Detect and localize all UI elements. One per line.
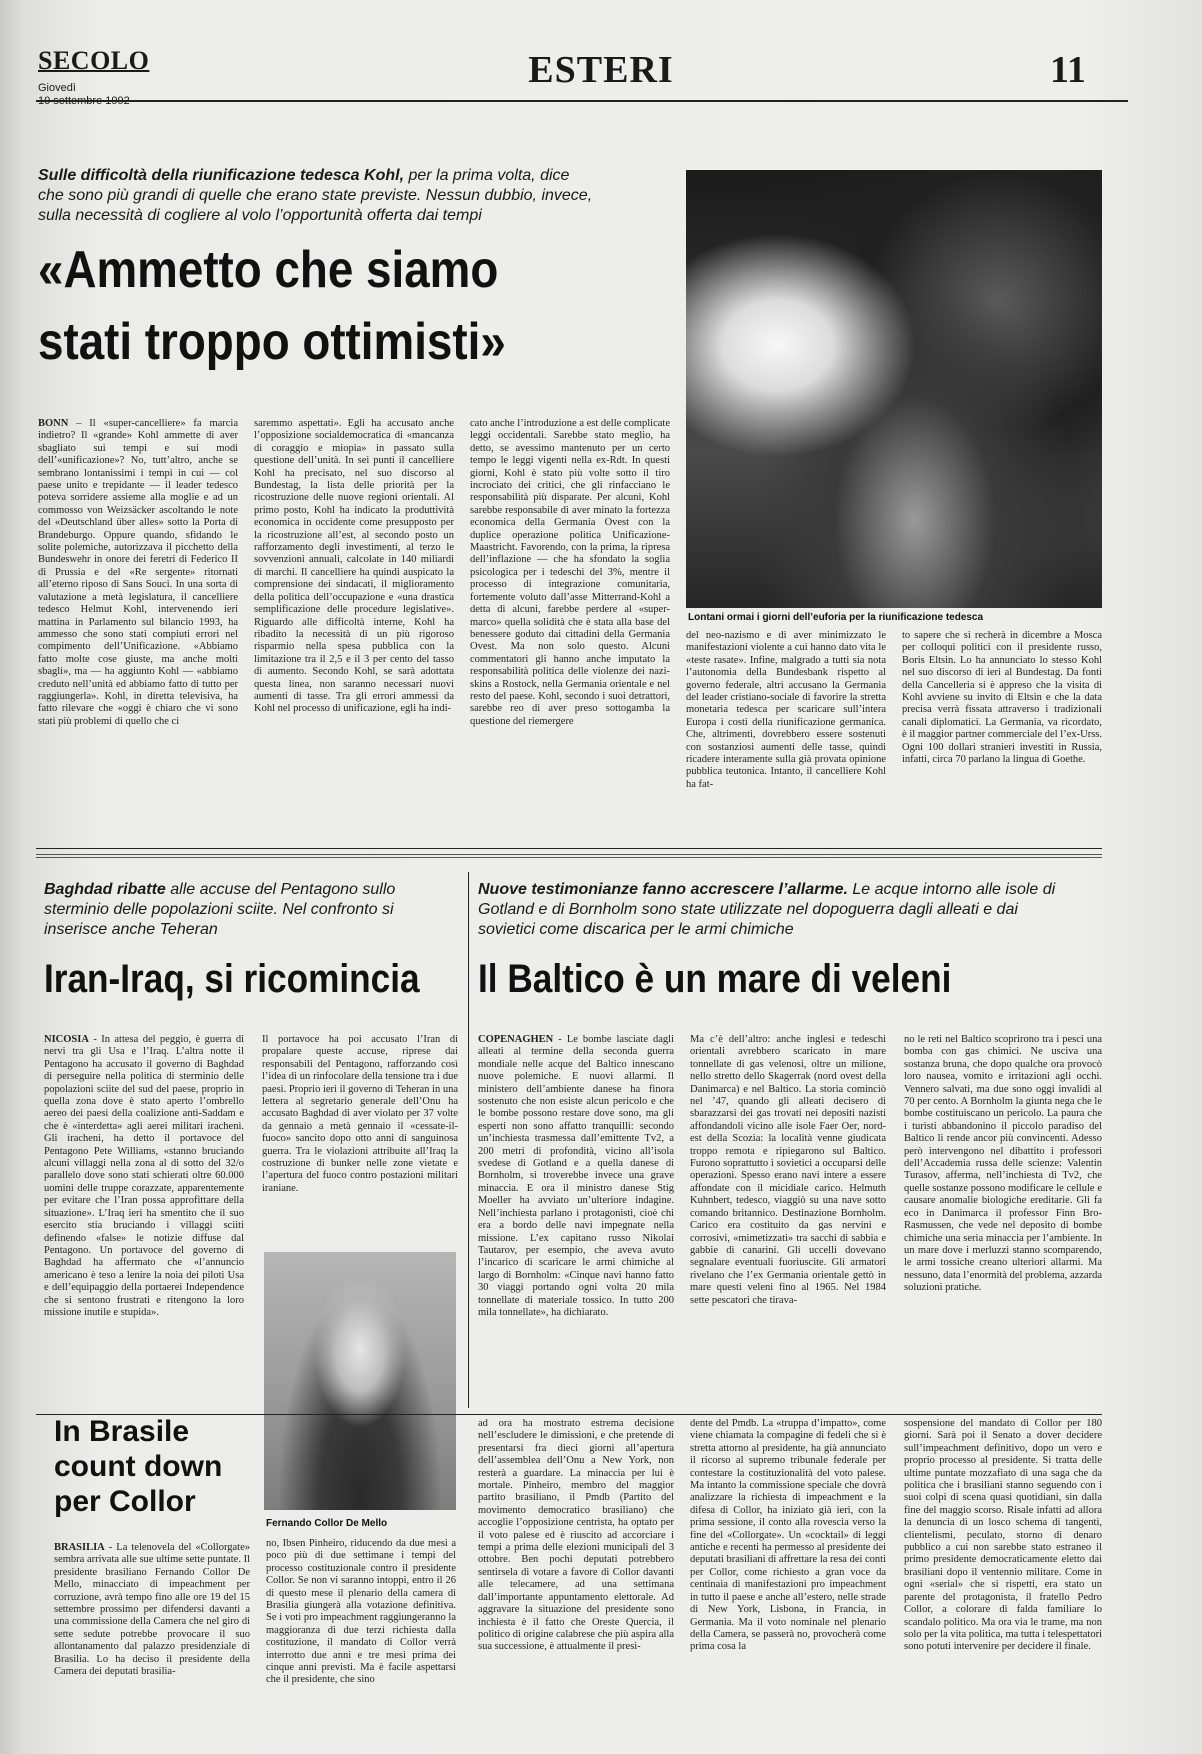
baltic-headline: Il Baltico è un mare di veleni <box>478 957 952 1001</box>
kohl-column-5: to sapere che si recherà in dicembre a Mosca per colloqui politici con il presidente russo, Boris Eltsin. Lo ha annunciato lo stesso Kohl nel suo discorso di ieri al Bundestag. Da fonti della Cancelleria si è appreso che la visita di Kohl avviene su invito di Eltsin e che la data precisa verrà fissata attraverso i tradizionali canali diplomatici. La Germania, va ricordato, è il maggior partner commerciale del l’ex-Urss. Ogni 100 dollari stranieri investiti in Russia, infatti, circa 70 parlano la lingua di Goethe. <box>902 630 1102 766</box>
collor-column-5: sospensione del mandato di Collor per 180 giorni. Sarà poi il Senato a dover decidere sull’impeachment definitivo, dopo un vero e proprio processo al presidente. Si tratta delle ultime puntate mozzafiato di una saga che da politica che i brasiliani stanno seguendo con i suoi colpi di scena quasi quotidiani, sin dalla fine del maggio scorso. Risale infatti ad allora la denuncia di un losco schema di tangenti, clientelismi, peculato, storno di denaro pubblico a cui non sarebbe stato estraneo il primo presidente democraticamente eletto dai brasiliani dopo il ventennio militare. Come in ogni «serial» che si rispetti, era stato un parente del protagonista, il fratello Pedro Collor, a colorare di falda familiare lo scandalo politico. Ma ora via le trame, ma non solo per la vita politica, ma tutta i telespettatori sono potuti intervenire per decidere il finale. <box>904 1418 1102 1653</box>
iraq-headline: Iran-Iraq, si ricomincia <box>44 957 420 1001</box>
iraq-column-2: Il portavoce ha poi accusato l’Iran di propalare queste accuse, riprese dai responsabili del Pentagono, rafforzando così l’idea di un rinfocolare della tensione tra i due paesi. Proprio ieri il governo di Teheran in una lettera al segretario generale dell’Onu ha accusato Baghdad di aver violato per 37 volte da gennaio a metà gennaio il «cessate-il-fuoco» sancito dopo otto anni di sanguinosa guerra. Tra le violazioni attribuite all’Iraq la costruzione di bunker nelle zone vietate e l’apertura del fuoco contro postazioni militari iraniane. <box>262 1034 458 1194</box>
collor-photo-caption: Fernando Collor De Mello <box>266 1518 388 1529</box>
masthead-rule <box>36 100 1128 102</box>
kohl-column-3: cato anche l’introduzione a est delle complicate leggi occidentali. Sarebbe stato meglio, ha detto, se avessimo mantenuto per un certo tempo le leggi vigenti nella ex-Rdt. In questi giorni, Kohl è stato più volte sotto il tiro incrociato dei critici, che gli rinfacciano le responsabilità più disparate. Per alcuni, Kohl sarebbe responsabile di aver minato la fortezza economica della Germania Ovest con la duplice operazione politica Unificazione-Maastricht. Favorendo, con la prima, la ripresa dell’inflazione — che ha sfondato la soglia psicologica per i tedeschi del 3%, mentre il processo di integrazione comunitaria, fortemente voluto dall’asse Mitterrand-Kohl a detta di alcuni, farebbe perdere al «super-marco» quella solidità che è stata alla base del benessere goduto dai cittadini della Germania Ovest. Ma non solo questo. Alcuni commentatori gli hanno anche imputato la responsabilità politica delle violenze dei nazi-skins a Rostock, nella Germania orientale e nel resto del paese. Kohl, secondo i suoi detrattori, sarebbe reo di aver preso sottogamba la questione del riemergere <box>470 418 670 727</box>
collor-column-4: dente del Pmdb. La «truppa d’impatto», come viene chiamata la compagine di fedeli che si è stretta attorno al presidente, ha già annunciato il ricorso al supremo tribunale federale per contestare la costituzionalità del voto palese. Ma intanto la commissione speciale che dovrà analizzare la richiesta di impeachment e la difesa di Collor, ha iniziato già ieri, con la prima sessione, il conto alla rovescia verso la fine del «Collorgate». Un «cocktail» di leggi antiche e recenti ha permesso al presidente dei deputati brasiliani di affrettare la resa dei conti per Collor, come richiesto a gran voce da centinaia di manifestazioni pro impeachment in tutto il paese e anche all’estero, nelle strade di New York, Lisbona, in Francia, in Germania. Ma il voto nominale nel plenario della Camera, se passerà no, provocherà come prima cosa la <box>690 1418 886 1653</box>
issue-day: Giovedì <box>38 82 76 94</box>
collor-portrait-photo <box>264 1252 456 1510</box>
section-rule <box>36 848 1102 849</box>
collor-column-1: BRASILIA - La telenovela del «Collorgate» sembra arrivata alle sue ultime sette puntate. Il presidente brasiliano Fernando Collor De Mello, minacciato di impeachment per corruzione, avrà tempo fino alle ore 19 del 15 settembre prossimo per difendersi davanti a una commissione della Camera che nel giro di sette sedute potrebbe provocare il suo allontanamento dal palazzo presidenziale di Brasilia. Lo ha deciso il presidente della Camera dei deputati brasilia- <box>54 1542 250 1678</box>
collor-headline-line3: per Collor <box>54 1485 196 1518</box>
section-double-rule <box>36 852 1102 858</box>
page-number: 11 <box>1050 49 1086 91</box>
baltic-column-3: no le reti nel Baltico scoprirono tra i pesci una bomba con gas chimici. Ne usciva una sostanza bruna, che dopo qualche ora provocò loro nausea, vomito e irritazioni agli occhi. Vennero salvati, ma due sono oggi invalidi al 70 per cento. A Bornholm la giunta nega che le bombe costituiscano un pericolo. La paura che i turisti abbandonino il piccolo paradiso del Baltico li rende ancor più convincenti. Adesso però intervengono nel dibattito i professori dell’Accademia russa delle scienze: Valentin Turasov, afferma, nell’inchiesta di Tv2, che quelle sostanze possono modificare le cellule e causare anomalie biologiche ereditarie. Gli fa eco in Danimarca il professor Finn Bro-Rasmussen, che vede nel deposito di bombe chimiche una seria minaccia per l’ambiente. In un mare dove i merluzzi stanno scomparendo, le armi tossiche creano ulteriori allarmi. Ma nessuno, data l’enormità del problema, azzarda soluzioni pratiche. <box>904 1034 1102 1294</box>
baltic-column-2: Ma c’è dell’altro: anche inglesi e tedeschi orientali avrebbero scaricato in mare tonnellate di gas velenosi, oltre un milione, nello stretto dello Skagerrak (nord ovest della Danimarca) e nel Baltico. La storia cominciò nel ’47, quando gli alleati decisero di sbarazzarsi dei gas trovati nei depositi nazisti affondandoli vicino alle isole Faer Oer, nord-est della Scozia: la località venne giudicata troppo remota e ripiegarono sul Baltico. Furono soprattutto i sovietici a occuparsi delle operazioni. Spesso erano navi intere a essere affondate con il micidiale carico. Helmuth Kuhnbert, tedesco, viaggiò su una nave sotto comando britannico. Destinazione Bornholm. Carico era costituito da gas nervini e corrosivi, «mimetizzati» tra sacchi di sabbia e gabbie di canarini. Gli uccelli dovevano segnalare eventuali fuoriuscite. Gli armatori rivelano che l’ex Germania orientale gettò in mare questi veleni fino al 1965. Nel 1984 sette pescatori che tirava- <box>690 1034 886 1306</box>
kohl-kicker: Sulle difficoltà della riunificazione tedesca Kohl, per la prima volta, dice che sono più grandi di quelle che erano state previste. Nessun dubbio, invece, sulla necessità di cogliere al volo l’opportunità offerta dai tempi <box>38 167 593 224</box>
column-divider <box>468 872 469 1408</box>
kohl-column-1: BONN – Il «super-cancelliere» fa marcia indietro? Il «grande» Kohl ammette di aver sbagliato sui tempi e sui modi dell’«unificazione»? No, tutt’altro, anche se sembrano lontanissimi i tempi in cui — col paese unito e trepidante — il leader tedesco poteva sorridere assieme alla moglie e ad un commosso von Weizsäcker ascoltando le note del «Deutschland über alles» sotto la Porta di Brandeburgo. Oppure quando, sfidando le solite polemiche, autorizzava il picchetto della Bundeswehr in onore dei feretri di Federico II di Prussia e del «Re sergente» ritornati all’eterno riposo di Sans Souci. In una sorta di valutazione a metà legislatura, il cancelliere tedesco Helmut Kohl, intervenendo ieri mattina in Parlamento sul bilancio 1993, ha ammesso che sono stati compiuti errori nel compimento dell’Unificazione. «Abbiamo fatto molte cose giuste, ma anche molti sbagli», ma — ha aggiunto Kohl — «abbiamo creduto nell’unità ed abbiamo fatto di tutto per raggiungerla». Kohl, in diretta televisiva, ha fatto rilevare che «oggi è chiaro che vi sono stati più problemi di quello che ci <box>38 418 238 727</box>
collor-column-2: no, Ibsen Pinheiro, riducendo da due mesi a poco più di due settimane i tempi del processo costituzionale contro il presidente Collor. Se non vi saranno intoppi, entro il 26 di questo mese il plenario della camera di Brasilia giungerà alla votazione definitiva. Se i voti pro impeachment raggiungeranno la maggioranza di due terzi richiesta dalla costituzione, il mandato di Collor verrà interrotto due anni e tre mesi prima dei cinque anni previsti. Ma è facile aspettarsi che il presidente, che sino <box>266 1538 456 1686</box>
collor-headline-line1: In Brasile <box>54 1415 190 1448</box>
baltic-column-1: COPENAGHEN - Le bombe lasciate dagli alleati al termine della seconda guerra mondiale nelle acque del Baltico innescano nuove polemiche. E nuovi allarmi. Il ministero dell’ambiente danese ha finora sostenuto che non esiste alcun pericolo e che le bombe possono restare dove sono, ma gli esperti non sono affatto tranquilli: secondo un’inchiesta trasmessa dall’emittente Tv2, a 200 metri di profondità, vicino all’isola svedese di Gotland e a quella danese di Bornholm, si troverebbe invece una grave minaccia. E ora il ministro danese Stig Moeller ha avviato un’ulteriore indagine. Nell’inchiesta parlano i protagonisti, cioè chi era a bordo delle navi impegnate nella missione. L’ex capitano russo Nikolai Tautarov, per esempio, che aveva avuto l’incarico di scaricare le armi chimiche al largo di Bornholm: «Cinque navi hanno fatto 30 viaggi portando ogni volta 20 mila tonnellate di materiale tossico. In tutto 200 mila tonnellate», ha dichiarato. <box>478 1034 674 1318</box>
kohl-column-4: del neo-nazismo e di aver minimizzato le manifestazioni violente a cui hanno dato vita le «teste rasate». Infine, malgrado a tutti sia nota l’autonomia della Bundesbank rispetto al governo federale, altri accusano la Germania del leader cristiano-sociale di favorire la stretta monetaria tedesca per scaricare sull’intera Europa i costi della riunificazione germanica. Che, altrimenti, dovrebbero essere sostenuti con sostanziosi aumenti delle tasse, quindi ricadere interamente sulla già provata opinione pubblica teutonica. Intanto, il cancelliere Kohl ha fat- <box>686 630 886 790</box>
brandenburg-gate-photo <box>686 170 1102 608</box>
kohl-photo-caption: Lontani ormai i giorni dell’euforia per la riunificazione tedesca <box>688 612 984 623</box>
kohl-headline-line2: stati troppo ottimisti» <box>38 313 506 371</box>
iraq-column-1: NICOSIA - In attesa del peggio, è guerra di nervi tra gli Usa e l’Iraq. L’altra notte il Pentagono ha accusato il governo di Baghdad di perseguire nella politica di sterminio delle popolazioni sciite del sud del paese, proprio in quella zona dove è stato aperto l’ombrello aereo dei paesi della coalizione anti-Saddam e che è «interdetta» agli aerei militari iracheni. Gli iracheni, ha detto il portavoce del Pentagono Pete Williams, «stanno bruciando alcuni villaggi nella zona al di sotto del 32/o parallelo dove sono stati schierati oltre 60.000 uomini delle truppe corazzate, apparentemente per evitare che l’Iran possa approfittare della situazione». L’Iraq ieri ha smentito che il suo esercito stia bruciando i villaggi sciiti definendo «false» le notizie diffuse dal Pentagono. Un portavoce del governo di Baghdad ha affermato che «l’annuncio americano è teso a lenire la noia dei piloti Usa e dell’equipaggio della portaerei Independence che si sentono frustrati e ritengono la loro missione inutile e stupida». <box>44 1034 244 1318</box>
collor-column-3: ad ora ha mostrato estrema decisione nell’escludere le dimissioni, e che pretende di presentarsi fra dieci giorni all’apertura dell’assemblea dell’Onu a New York, non resterà a guardare. La minaccia per lui è mortale. Pinheiro, membro del maggior partito brasiliano, il Pmdb (Partito del movimento democratico brasiliano) che accoglie l’opposizione centrista, ha optato per il voto palese ed è riuscito ad accorciare i tempi a prima delle elezioni municipali del 3 ottobre. Ben pochi deputati potrebbero sentirsela di votare a favore di Collor davanti alle telecamere, ad una settimana dall’importante appuntamento elettorale. Ad aggravare la situazione del presidente sono inchiesta è il fatto che Oreste Quercia, il politico di origine calabrese che più aspira alla sua successione, è attualmente il presi- <box>478 1418 674 1653</box>
kohl-headline-line1: «Ammetto che siamo <box>38 241 499 299</box>
collor-headline-line2: count down <box>54 1450 223 1483</box>
collor-headline <box>54 1414 222 1519</box>
iraq-kicker: Baghdad ribatte alle accuse del Pentagono sullo sterminio delle popolazioni sciite. Nel confronto si inserisce anche Teheran <box>44 881 396 938</box>
newspaper-logo: SECOLO <box>38 46 150 75</box>
baltic-kicker: Nuove testimonianze fanno accrescere l’allarme. Le acque intorno alle isole di Gotland e di Bornholm sono state utilizzate nel dopoguerra dagli alleati e dai sovietici come discarica per le armi chimiche <box>478 881 1056 938</box>
section-title: ESTERI <box>528 49 674 91</box>
kohl-column-2: saremmo aspettati». Egli ha accusato anche l’opposizione socialdemocratica di «mancanza di coraggio e miopia» in passato sulla questione dell’unità. In sei punti il cancelliere Kohl ha precisato, nel suo discorso al Bundestag, la lista delle priorità per la ricostruzione delle nuove regioni orientali. Al primo posto, Kohl ha indicato la produttività economica in occidente come presupposto per la ricostruzione all’est, al secondo posto un rafforzamento degli investimenti, al terzo le sovvenzioni annuali, calcolate in 140 miliardi di marchi. Il cancelliere ha quindi auspicato la comprensione dei sindacati, il miglioramento della politica dell’occupazione e «una drastica semplificazione delle procedure legislative». Riguardo alle difficoltà interne, Kohl ha ribadito la necessità di un più rigoroso risparmio nella spesa pubblica con la limitazione tra il 2,5 e il 3 per cento del tasso di aumento. Secondo Kohl, se sarà adottata questa linea, non saranno necessari nuovi aumenti di tasse. Tra gli errori ammessi da Kohl nel processo di unificazione, egli ha indi- <box>254 418 454 715</box>
